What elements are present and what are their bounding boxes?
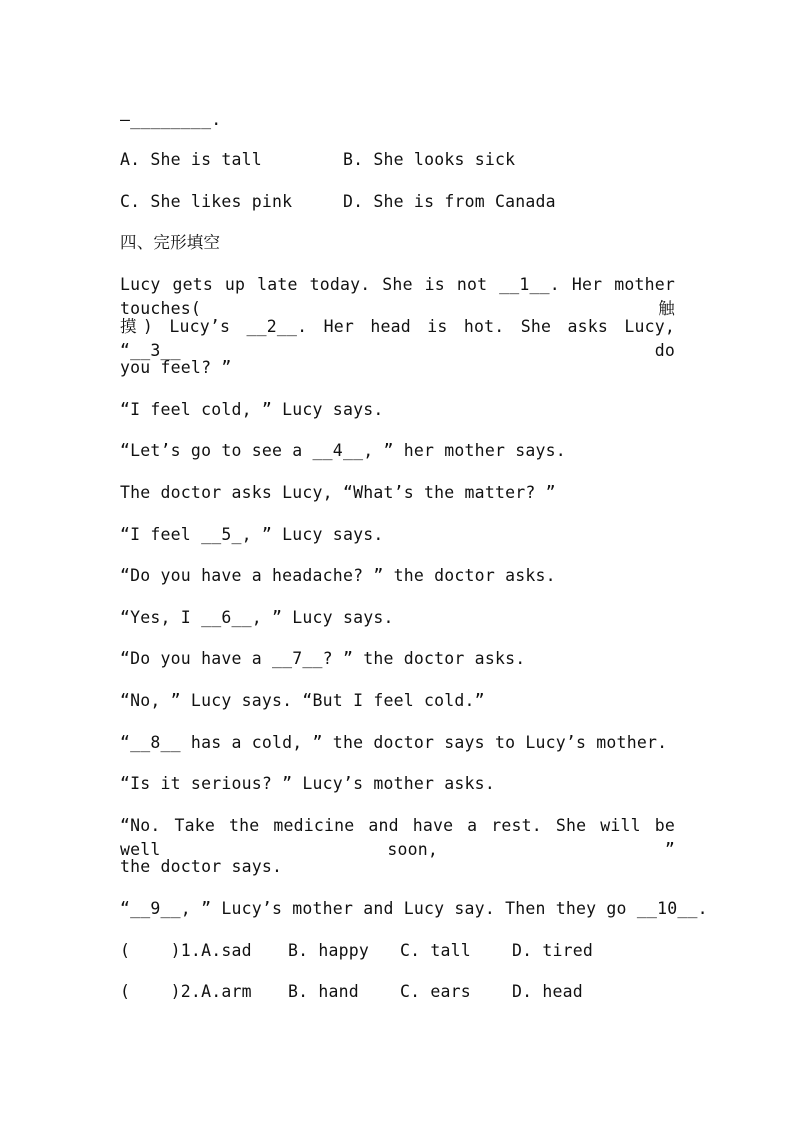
passage-line-3: you feel? ” <box>120 358 232 377</box>
option-a: A. She is tall <box>120 150 262 169</box>
passage-line-13: “Is it serious? ” Lucy’s mother asks. <box>120 774 495 793</box>
option-c: C. She likes pink <box>120 192 293 211</box>
question-2-number: ( )2. <box>120 982 202 1001</box>
question-1-row <box>120 939 252 963</box>
passage-line-10: “Do you have a __7__? ” the doctor asks. <box>120 649 526 668</box>
question-2-option-a: A.arm <box>201 982 252 1001</box>
option-d: D. She is from Canada <box>343 192 556 211</box>
passage-line-1: Lucy gets up late today. She is not __1__. Her mother touches(触 <box>120 275 675 318</box>
question-2-option-d: D. head <box>512 982 583 1001</box>
passage-line-14: “No. Take the medicine and have a rest. She will be well soon, ” <box>120 816 675 859</box>
passage-line-5: “Let’s go to see a __4__, ” her mother says. <box>120 441 566 460</box>
passage-line-9: “Yes, I __6__, ” Lucy says. <box>120 608 394 627</box>
passage-line-2: 摸) Lucy’s __2__. Her head is hot. She asks Lucy, “__3__ do <box>120 317 675 360</box>
question-2-option-b: B. hand <box>288 982 359 1001</box>
passage-line-6: The doctor asks Lucy, “What’s the matter? ” <box>120 483 556 502</box>
question-1-number: ( )1. <box>120 941 202 960</box>
passage-line-7: “I feel __5_, ” Lucy says. <box>120 525 384 544</box>
passage-line-4: “I feel cold, ” Lucy says. <box>120 400 384 419</box>
question-1-option-d: D. tired <box>512 941 594 960</box>
passage-line-12: “__8__ has a cold, ” the doctor says to Lucy’s mother. <box>120 733 668 752</box>
passage-line-16: “__9__, ” Lucy’s mother and Lucy say. Then they go __10__. <box>120 899 708 918</box>
answer-blank-line: —________. <box>120 110 222 129</box>
option-b: B. She looks sick <box>343 150 516 169</box>
section-heading: 四、完形填空 <box>120 233 221 252</box>
passage-line-11: “No, ” Lucy says. “But I feel cold.” <box>120 691 485 710</box>
question-1-option-a: A.sad <box>201 941 252 960</box>
question-2-option-c: C. ears <box>400 982 471 1001</box>
question-2-row <box>120 980 252 1004</box>
question-1-option-c: C. tall <box>400 941 471 960</box>
passage-line-8: “Do you have a headache? ” the doctor asks. <box>120 566 556 585</box>
question-1-option-b: B. happy <box>288 941 370 960</box>
passage-line-15: the doctor says. <box>120 857 283 876</box>
